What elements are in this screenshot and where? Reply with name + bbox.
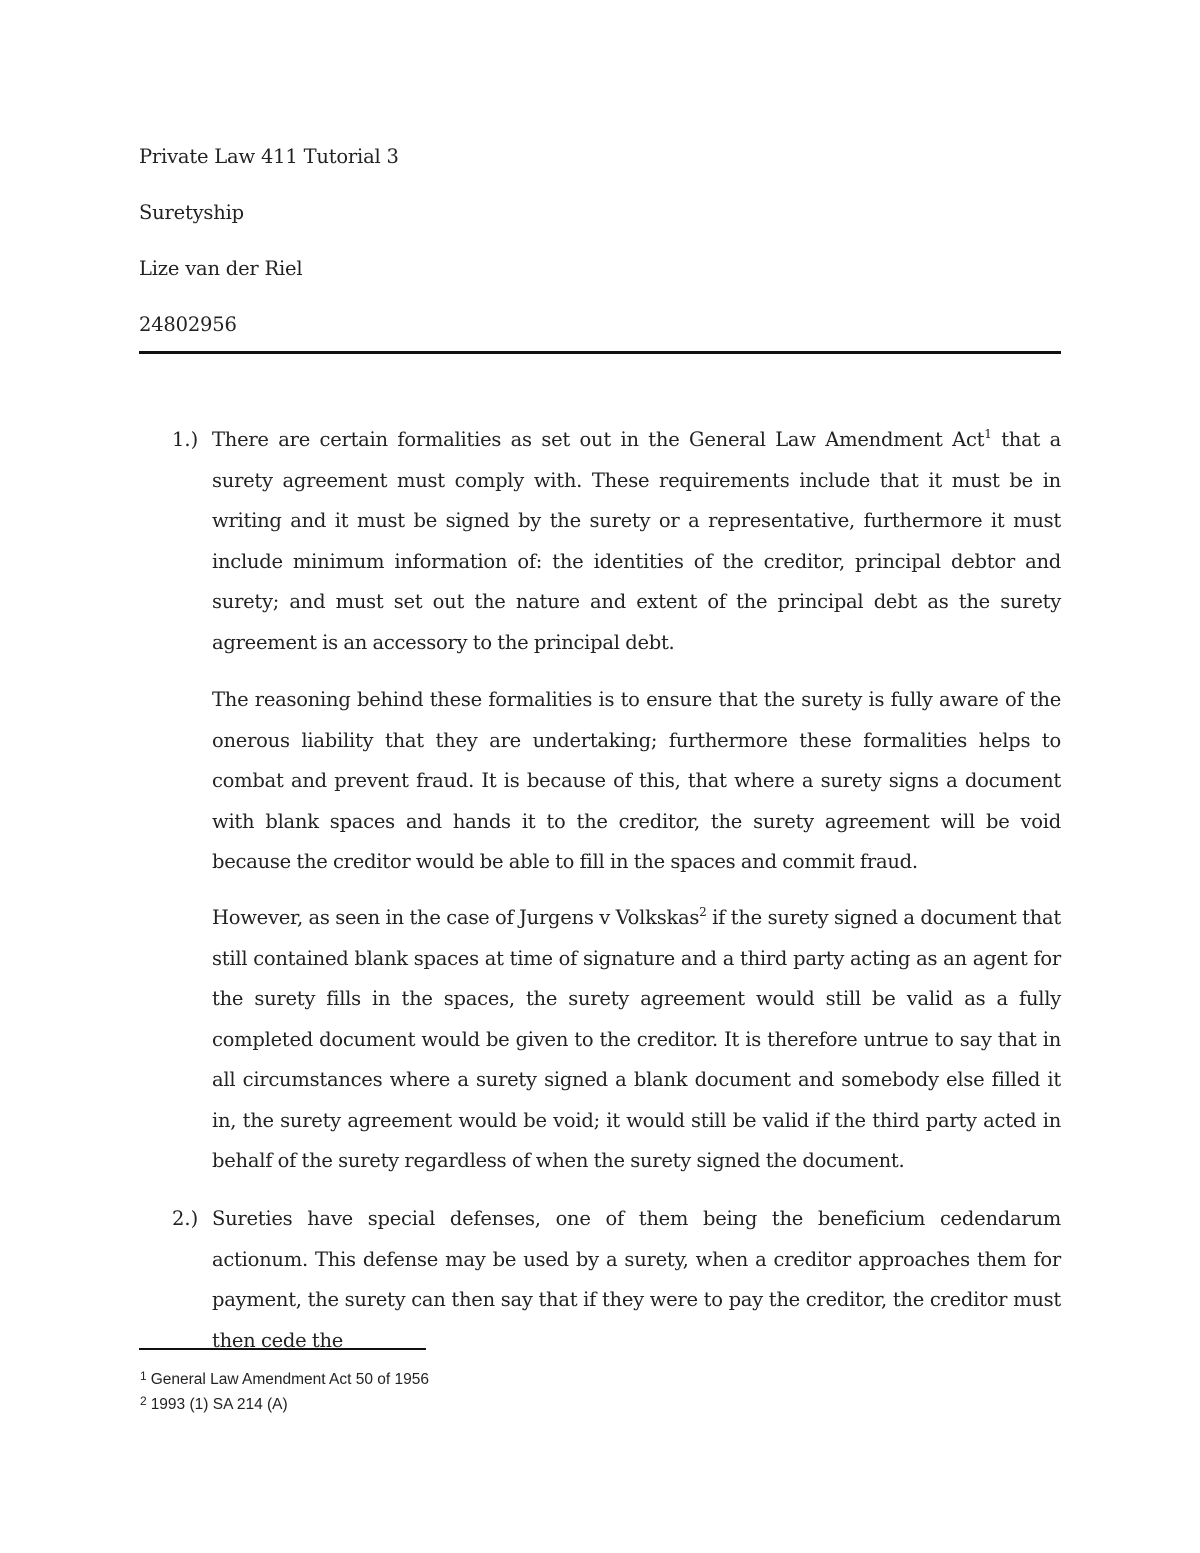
footnote-reference: 1 (984, 427, 992, 441)
author-name: Lize van der Riel (139, 257, 303, 280)
question-1-paragraph-3 (212, 898, 1061, 1182)
footnote-reference: 2 (699, 905, 707, 919)
course-title: Private Law 411 Tutorial 3 (139, 145, 399, 168)
question-2-paragraph-1: Sureties have special defenses, one of them being the beneficium cedendarum actionum. This defense may be used by a surety, when a creditor approaches them for payment, the surety can then say that if they were to pay the creditor, the creditor must then cede the (212, 1207, 1061, 1352)
question-number: 2.) (172, 1207, 199, 1230)
question-1-paragraph-2: The reasoning behind these formalities is to ensure that the surety is fully aware of the onerous liability that they are undertaking; furthermore these formalities helps to combat and prevent fraud. It is because of this, that where a surety signs a document with blank spaces and hands it to the creditor, the surety agreement will be void because the creditor would be able to fill in the spaces and commit fraud. (212, 688, 1061, 873)
footnote-mark: 2 (140, 1394, 147, 1408)
footnote (140, 1366, 429, 1390)
paragraph-text: There are certain formalities as set out in the General Law Amendment Act (212, 428, 985, 451)
footnote-text: General Law Amendment Act 50 of 1956 (150, 1371, 430, 1388)
paragraph-text: that a surety agreement must comply with. These requirements include that it must be in writing and it must be signed by the surety or a representative, furthermore it must include minimum information of: the identities of the creditor, principal debtor and surety; and must set out the nature and extent of the principal debt as the surety agreement is an accessory to the principal debt. (212, 428, 1061, 654)
footnote-mark: 1 (140, 1369, 147, 1383)
paragraph-text: if the surety signed a document that still contained blank spaces at time of signature and a third party acting as an agent for the surety fills in the spaces, the surety agreement would still be valid as a fully completed document would be given to the creditor. It is therefore untrue to say that in all circumstances where a surety signed a blank document and somebody else filled it in, the surety agreement would be void; it would still be valid if the third party acted in behalf of the surety regardless of when the surety signed the document. (212, 906, 1061, 1172)
topic-title: Suretyship (139, 201, 244, 224)
footnote-text: 1993 (1) SA 214 (A) (150, 1396, 288, 1413)
footnote-separator (139, 1348, 426, 1350)
question-number: 1.) (172, 428, 199, 451)
footnote (140, 1391, 288, 1415)
question-1-paragraph-1 (212, 420, 1061, 663)
student-number: 24802956 (139, 313, 237, 336)
paragraph-text: However, as seen in the case of Jurgens v Volkskas (212, 906, 700, 929)
header-divider (139, 351, 1061, 354)
